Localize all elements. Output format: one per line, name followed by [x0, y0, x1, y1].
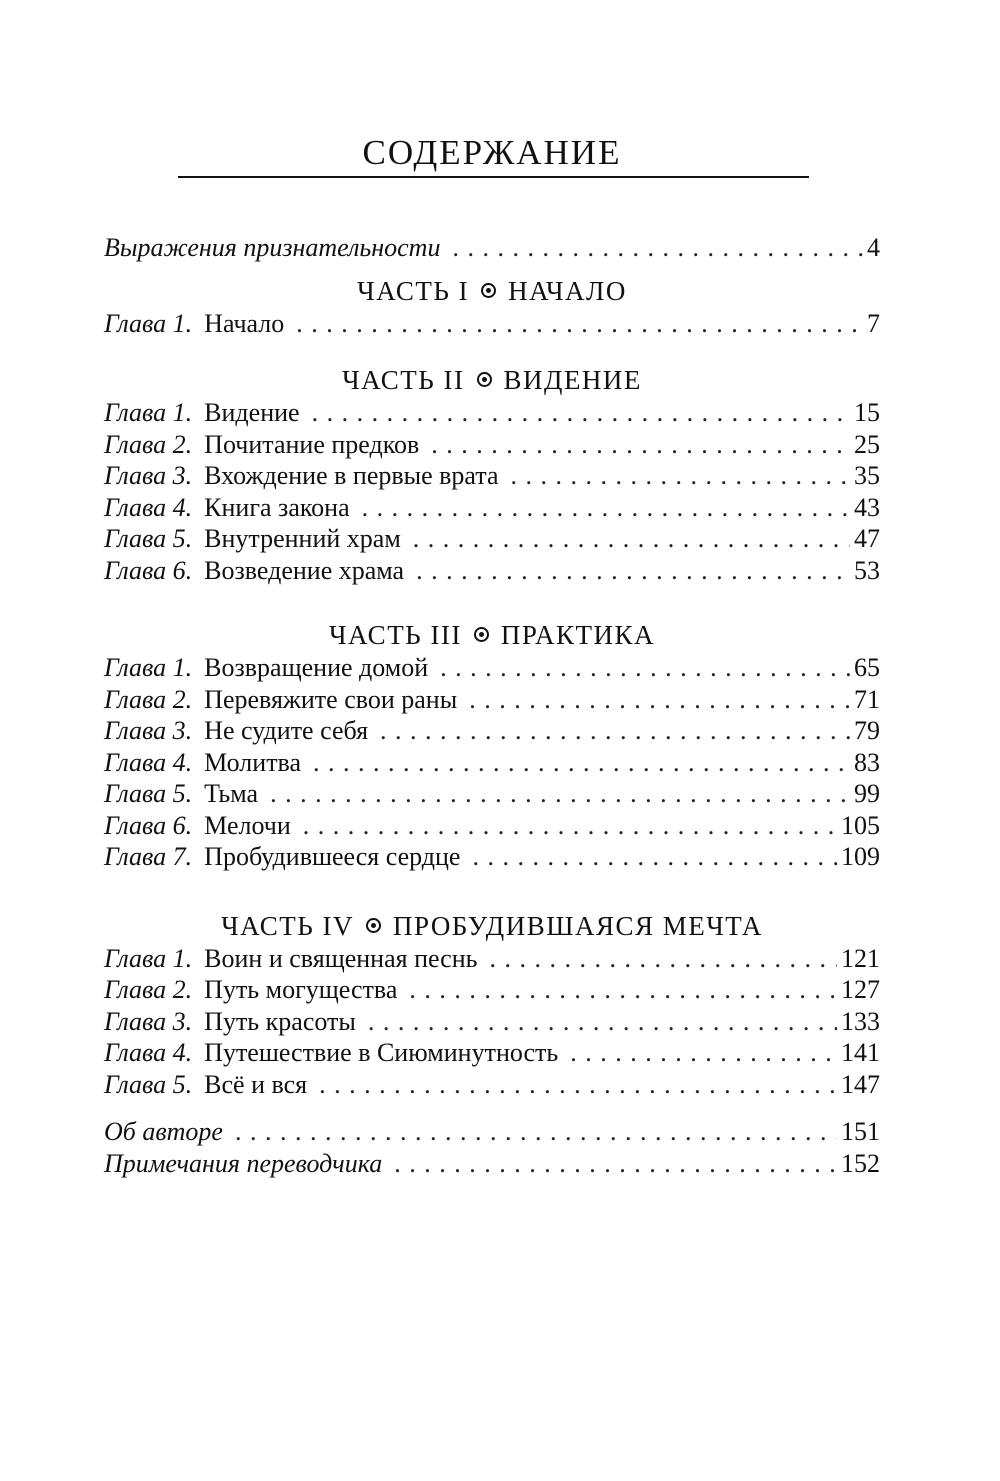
toc-entry[interactable] — [104, 810, 880, 842]
dot-leader — [380, 715, 850, 747]
toc-entry[interactable] — [104, 943, 880, 975]
chapter-title: Путь красоты — [204, 1006, 356, 1036]
entry-label: Об авторе — [104, 1117, 223, 1146]
dot-leader — [413, 523, 850, 555]
part-title: НАЧАЛО — [508, 275, 627, 306]
page-number: 43 — [854, 492, 880, 522]
toc-entry-acknowledgments[interactable] — [104, 232, 880, 264]
chapter-title: Путь могущества — [204, 975, 398, 1004]
entry-label: Примечания переводчика — [104, 1148, 383, 1178]
chapter-prefix: Глава 4. — [104, 1038, 193, 1067]
page-number: 152 — [841, 1148, 880, 1178]
dot-leader — [270, 778, 850, 810]
chapter-prefix: Глава 2. — [104, 975, 193, 1004]
page-number: 141 — [841, 1038, 880, 1067]
chapter-prefix: Глава 6. — [104, 555, 193, 585]
chapter-title: Видение — [204, 398, 300, 427]
chapter-prefix: Глава 3. — [104, 716, 193, 745]
toc-entry[interactable] — [104, 523, 880, 555]
chapter-title: Начало — [204, 308, 285, 338]
page-number: 151 — [841, 1117, 880, 1146]
chapter-prefix: Глава 5. — [104, 779, 193, 808]
table-of-contents — [104, 128, 880, 1179]
chapter-prefix: Глава 2. — [104, 429, 193, 459]
page-title: СОДЕРЖАНИЕ — [362, 133, 622, 172]
chapter-title: Молитва — [204, 747, 302, 777]
chapter-prefix: Глава 5. — [104, 1069, 193, 1099]
page-number: 109 — [841, 842, 880, 871]
page-number: 53 — [854, 555, 880, 585]
page-number: 79 — [854, 716, 880, 745]
chapter-prefix: Глава 7. — [104, 842, 193, 871]
part-number: ЧАСТЬ I — [357, 275, 470, 306]
page-number: 147 — [841, 1069, 880, 1099]
chapter-title: Пробудившееся сердце — [204, 842, 461, 871]
chapter-prefix: Глава 1. — [104, 398, 193, 427]
page-number: 47 — [854, 524, 880, 553]
dot-leader — [511, 460, 850, 492]
dot-leader — [570, 1037, 837, 1069]
dot-leader — [472, 841, 837, 873]
chapter-title: Почитание предков — [204, 429, 420, 459]
dot-leader — [362, 492, 850, 524]
page-number: 65 — [854, 653, 880, 682]
toc-entry[interactable] — [104, 684, 880, 716]
entry-label: Выражения признательности — [104, 233, 441, 262]
toc-entry[interactable] — [104, 715, 880, 747]
chapter-prefix: Глава 1. — [104, 653, 193, 682]
circle-bullet-icon — [477, 372, 492, 387]
toc-entry[interactable] — [104, 429, 880, 461]
page-number: 4 — [867, 233, 880, 262]
part-heading-4 — [104, 909, 880, 943]
toc-entry[interactable] — [104, 308, 880, 340]
dot-leader — [319, 1069, 837, 1101]
dot-leader — [313, 747, 850, 779]
page-number: 99 — [854, 779, 880, 808]
part-title: ВИДЕНИЕ — [503, 365, 642, 395]
part-title: ПРОБУДИВШАЯСЯ МЕЧТА — [393, 910, 763, 941]
page-number: 71 — [854, 684, 880, 714]
toc-entry[interactable] — [104, 397, 880, 429]
dot-leader — [490, 943, 838, 975]
toc-entry[interactable] — [104, 1037, 880, 1069]
part-heading-1 — [104, 274, 880, 308]
chapter-prefix: Глава 1. — [104, 943, 193, 973]
chapter-title: Мелочи — [204, 810, 291, 840]
part-title: ПРАКТИКА — [500, 620, 655, 650]
toc-entry[interactable] — [104, 652, 880, 684]
toc-entry-about-author[interactable] — [104, 1116, 880, 1148]
dot-leader — [431, 429, 850, 461]
dot-leader — [312, 397, 850, 429]
part-heading-3 — [104, 618, 880, 652]
chapter-prefix: Глава 4. — [104, 492, 193, 522]
page-number: 121 — [841, 943, 880, 973]
toc-entry[interactable] — [104, 747, 880, 779]
circle-bullet-icon — [474, 627, 489, 642]
chapter-title: Вхождение в первые врата — [204, 461, 499, 490]
dot-leader — [368, 1006, 837, 1038]
page-number: 35 — [854, 461, 880, 490]
chapter-title: Возвращение домой — [204, 653, 429, 682]
toc-entry[interactable] — [104, 555, 880, 587]
chapter-title: Не судите себя — [204, 716, 369, 745]
dot-leader — [452, 232, 863, 264]
chapter-prefix: Глава 6. — [104, 810, 193, 840]
part-number: ЧАСТЬ III — [328, 620, 462, 650]
page-number: 25 — [854, 429, 880, 459]
page-number: 127 — [841, 975, 880, 1004]
toc-entry[interactable] — [104, 460, 880, 492]
dot-leader — [416, 555, 850, 587]
chapter-prefix: Глава 3. — [104, 1006, 193, 1036]
dot-leader — [469, 684, 850, 716]
chapter-title: Перевяжите свои раны — [204, 684, 458, 714]
dot-leader — [235, 1116, 837, 1148]
toc-entry[interactable] — [104, 492, 880, 524]
chapter-prefix: Глава 1. — [104, 308, 193, 338]
toc-entry[interactable] — [104, 841, 880, 873]
chapter-prefix: Глава 2. — [104, 684, 193, 714]
toc-entry-translator-notes[interactable] — [104, 1148, 880, 1180]
part-heading-2 — [104, 363, 880, 397]
chapter-prefix: Глава 4. — [104, 747, 193, 777]
chapter-title: Возведение храма — [204, 555, 405, 585]
dot-leader — [303, 810, 837, 842]
chapter-prefix: Глава 3. — [104, 461, 193, 490]
page-number: 83 — [854, 747, 880, 777]
circle-bullet-icon — [366, 918, 381, 933]
toc-entry[interactable] — [104, 1069, 880, 1101]
circle-bullet-icon — [481, 283, 496, 298]
page-number: 7 — [867, 308, 880, 338]
dot-leader — [409, 974, 837, 1006]
chapter-title: Тьма — [204, 779, 259, 808]
toc-entry[interactable] — [104, 778, 880, 810]
title-underline — [178, 176, 809, 178]
page-number: 15 — [854, 398, 880, 427]
part-number: ЧАСТЬ II — [342, 365, 465, 395]
chapter-prefix: Глава 5. — [104, 524, 193, 553]
dot-leader — [394, 1148, 837, 1180]
page-number: 133 — [841, 1006, 880, 1036]
part-number: ЧАСТЬ IV — [221, 910, 355, 941]
dot-leader — [440, 652, 850, 684]
chapter-title: Воин и священная песнь — [204, 943, 478, 973]
page-number: 105 — [841, 810, 880, 840]
chapter-title: Книга закона — [204, 492, 350, 522]
dot-leader — [296, 308, 863, 340]
toc-entry[interactable] — [104, 1006, 880, 1038]
toc-entry[interactable] — [104, 974, 880, 1006]
chapter-title: Внутренний храм — [204, 524, 401, 553]
chapter-title: Путешествие в Сиюминутность — [204, 1038, 559, 1067]
chapter-title: Всё и вся — [204, 1069, 308, 1099]
